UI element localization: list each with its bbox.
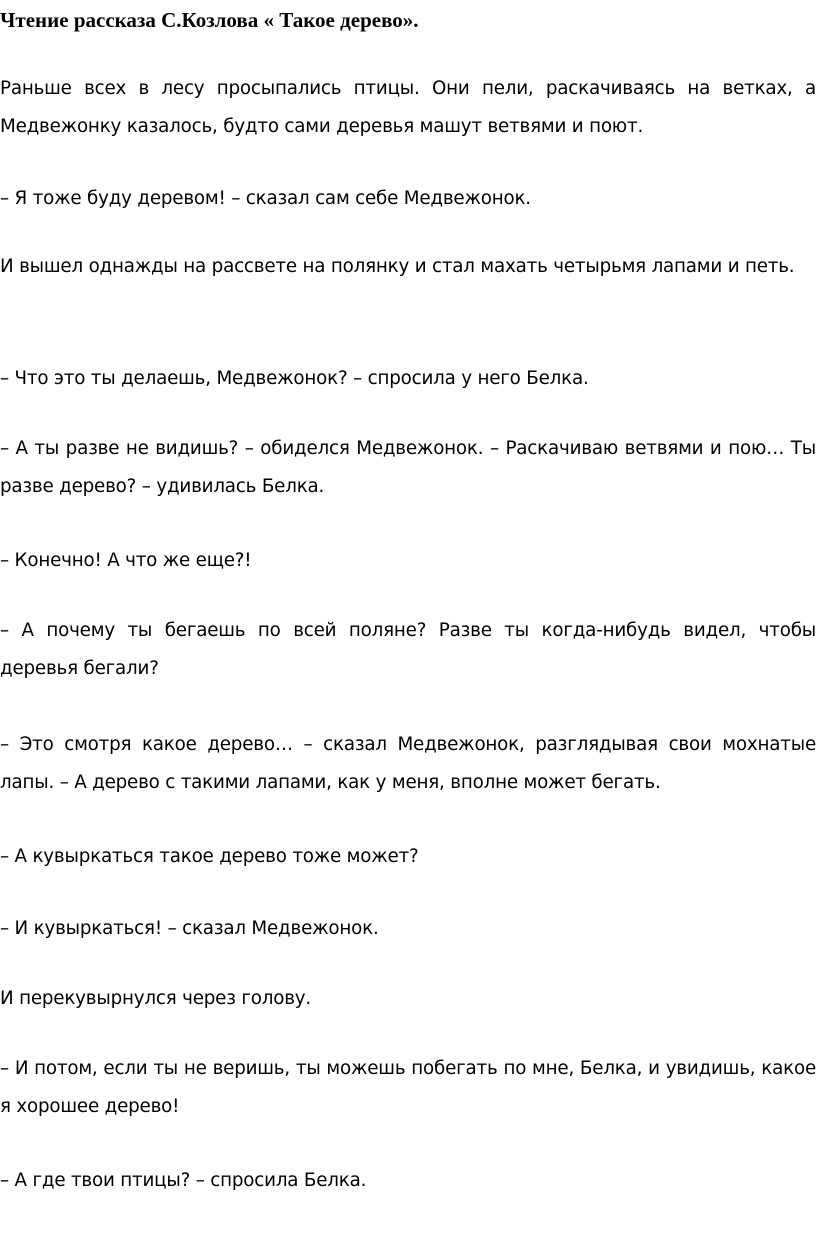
paragraph-8: – Это смотря какое дерево… – сказал Медвежонок, разглядывая свои мохнатые лапы. – А дерево с такими лапами, как у меня, вполне может бегать. [0,734,816,793]
paragraph-3: И вышел однажды на рассвете на полянку и стал махать четырьмя лапами и петь. [0,256,795,277]
paragraph-12: – И потом, если ты не веришь, ты можешь побегать по мне, Белка, и увидишь, какое я хорошее дерево! [0,1058,816,1117]
paragraph-6: – Конечно! А что же еще?! [0,550,252,571]
paragraph-7: – А почему ты бегаешь по всей поляне? Разве ты когда-нибудь видел, чтобы деревья бегали? [0,620,816,679]
paragraph-4: – Что это ты делаешь, Медвежонок? – спросила у него Белка. [0,368,589,389]
paragraph-10: – И кувыркаться! – сказал Медвежонок. [0,918,379,939]
paragraph-2: – Я тоже буду деревом! – сказал сам себе Медвежонок. [0,188,531,209]
paragraph-1: Раньше всех в лесу просыпались птицы. Они пели, раскачиваясь на ветках, а Медвежонку казалось, будто сами деревья машут ветвями и поют. [0,78,816,137]
paragraph-9: – А кувыркаться такое дерево тоже может? [0,846,419,867]
paragraph-11: И перекувырнулся через голову. [0,988,312,1009]
document-title: Чтение рассказа С.Козлова « Такое дерево». [0,8,419,32]
paragraph-5: – А ты разве не видишь? – обиделся Медвежонок. – Раскачиваю ветвями и пою… Ты разве дерево? – удивилась Белка. [0,438,816,497]
paragraph-13: – А где твои птицы? – спросила Белка. [0,1170,367,1191]
